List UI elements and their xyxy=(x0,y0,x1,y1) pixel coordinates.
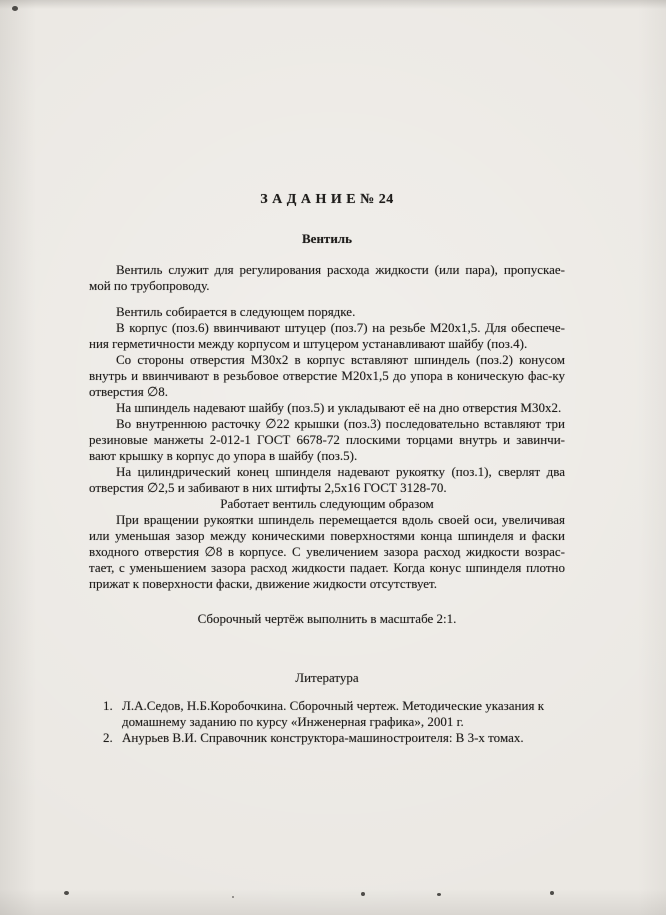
scan-speck xyxy=(64,891,69,895)
literature-item-1 xyxy=(103,698,565,730)
scan-speck xyxy=(232,896,234,898)
paragraph-operation: При вращении рукоятки шпиндель перемещается вдоль своей оси, увеличивая или уменьшая зазор между коническими поверхностями конца шпинделя и фаски входного отверстия ∅8 в корпусе. С увеличением зазора расход жидкости возрас-тает, с уменьшением зазора расход жидкости падает. Когда конус шпинделя плотно прижат к поверхности фаски, движение жидкости отсутствует. xyxy=(89,512,565,591)
literature-item-number: 2. xyxy=(103,730,113,745)
scan-speck xyxy=(361,892,365,896)
assignment-title: З А Д А Н И Е № 24 xyxy=(260,192,394,207)
paragraph-handle-pins: На цилиндрический конец шпинделя надевают рукоятку (поз.1), сверлят два отверстия ∅2,5 и забивают в них штифты 2,5х16 ГОСТ 3128-70. xyxy=(89,464,565,495)
paragraph-purpose: Вентиль служит для регулирования расхода жидкости (или пара), пропускае-мой по трубопроводу. xyxy=(89,262,565,293)
paragraph-cap-cuffs: Во внутреннюю расточку ∅22 крышки (поз.3) последовательно вставляют три резиновые манжеты 2-012-1 ГОСТ 6678-72 плоскими торцами внутрь и завинчи-вают крышку в корпус до упора в шайбу (поз.5). xyxy=(89,416,565,463)
literature-item-2 xyxy=(103,730,565,746)
paragraph-spindle-insert: Со стороны отверстия М30х2 в корпус вставляют шпиндель (поз.2) конусом внутрь и ввинчивают в резьбовое отверстие М20х1,5 до упора в коническую фас-ку отверстия ∅8. xyxy=(89,352,565,399)
paragraph-washer: На шпиндель надевают шайбу (поз.5) и укладывают её на дно отверстия М30х2. xyxy=(116,400,562,415)
literature-item-number: 1. xyxy=(103,698,113,713)
scan-speck xyxy=(550,891,554,895)
document-subtitle: Вентиль xyxy=(302,231,352,246)
operation-heading: Работает вентиль следующим образом xyxy=(220,496,434,511)
paragraph-body-fitting: В корпус (поз.6) ввинчивают штуцер (поз.7) на резьбе М20х1,5. Для обеспече-ния герметичности между корпусом и штуцером устанавливают шайбу (поз.4). xyxy=(89,320,565,351)
scan-speck xyxy=(12,6,18,11)
literature-heading: Литература xyxy=(295,670,359,685)
paragraph-assembly-intro: Вентиль собирается в следующем порядке. xyxy=(116,304,356,319)
literature-list xyxy=(103,698,565,746)
scale-note: Сборочный чертёж выполнить в масштабе 2:1. xyxy=(197,611,457,626)
literature-item-text: Анурьев В.И. Справочник конструктора-машиностроителя: В 3-х томах. xyxy=(122,730,524,745)
document-content xyxy=(89,192,565,746)
literature-item-text: Л.А.Седов, Н.Б.Коробочкина. Сборочный чертеж. Методические указания к домашнему заданию по курсу «Инженерная графика», 2001 г. xyxy=(122,698,545,729)
scan-speck xyxy=(437,893,441,896)
